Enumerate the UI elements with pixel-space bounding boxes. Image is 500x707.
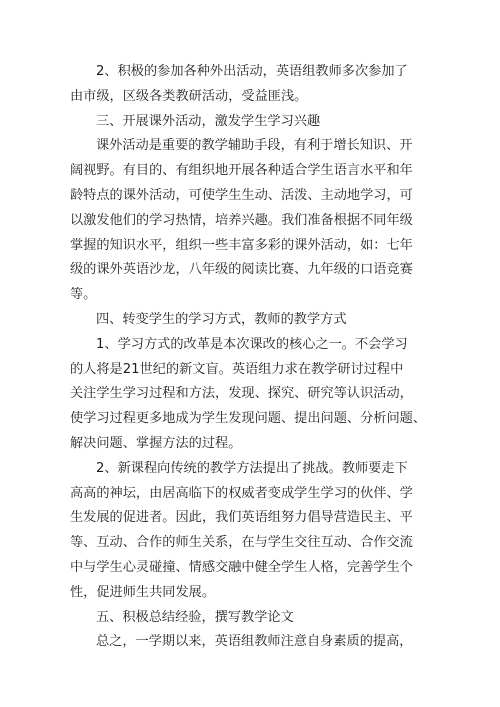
text-line: 使学习过程更多地成为学生发现问题、提出问题、分析问题、 xyxy=(70,411,427,427)
text-line: 的人将是21世纪的新文盲。英语组力求在教学研讨过程中 xyxy=(70,361,404,377)
text-line: 等、互动、合作的师生关系，在与学生交往互动、合作交流 xyxy=(70,535,413,551)
text-line: 以激发他们的学习热情，培养兴趣。我们准备根据不同年级 xyxy=(70,212,413,228)
body-text xyxy=(70,60,430,655)
text-line: 总之，一学期以来，英语组教师注意自身素质的提高， xyxy=(96,634,413,650)
text-line: 2、新课程向传统的教学方法提出了挑战。教师要走下 xyxy=(96,460,408,476)
text-line: 2、积极的参加各种外出活动，英语组教师多次参加了 xyxy=(96,64,408,79)
text-line: 等。 xyxy=(70,287,97,303)
text-line: 关注学生学习过程和方法，发现、探究、研究等认识活动， xyxy=(70,386,413,402)
text-line: 四、转变学生的学习方式，教师的教学方式 xyxy=(96,311,347,327)
text-line: 性，促进师生共同发展。 xyxy=(70,584,216,600)
text-line: 三、开展课外活动，激发学生学习兴趣 xyxy=(96,113,321,129)
text-line: 中与学生心灵碰撞、情感交融中健全学生人格，完善学生个 xyxy=(70,559,413,575)
text-line: 由市级，区级各类教研活动，受益匪浅。 xyxy=(70,88,308,104)
text-line: 1、学习方式的改革是本次课改的核心之一。不会学习 xyxy=(96,336,408,352)
text-line: 掌握的知识水平，组织一些丰富多彩的课外活动，如：七年 xyxy=(70,237,413,253)
text-line: 解决问题、掌握方法的过程。 xyxy=(70,435,242,451)
text-line: 生发展的促进者。因此，我们英语组努力倡导营造民主、平 xyxy=(70,510,413,526)
text-line: 高高的神坛，由居高临下的权威者变成学生学习的伙伴、学 xyxy=(70,485,413,501)
text-line: 课外活动是重要的教学辅助手段，有利于增长知识、开 xyxy=(96,138,413,154)
text-line: 阔视野。有目的、有组织地开展各种适合学生语言水平和年 xyxy=(70,163,413,179)
text-line: 级的课外英语沙龙，八年级的阅读比赛、九年级的口语竞赛 xyxy=(70,262,413,278)
text-line: 五、积极总结经验，撰写教学论文 xyxy=(96,609,294,625)
text-line: 龄特点的课外活动，可使学生生动、活泼、主动地学习，可 xyxy=(70,187,413,203)
